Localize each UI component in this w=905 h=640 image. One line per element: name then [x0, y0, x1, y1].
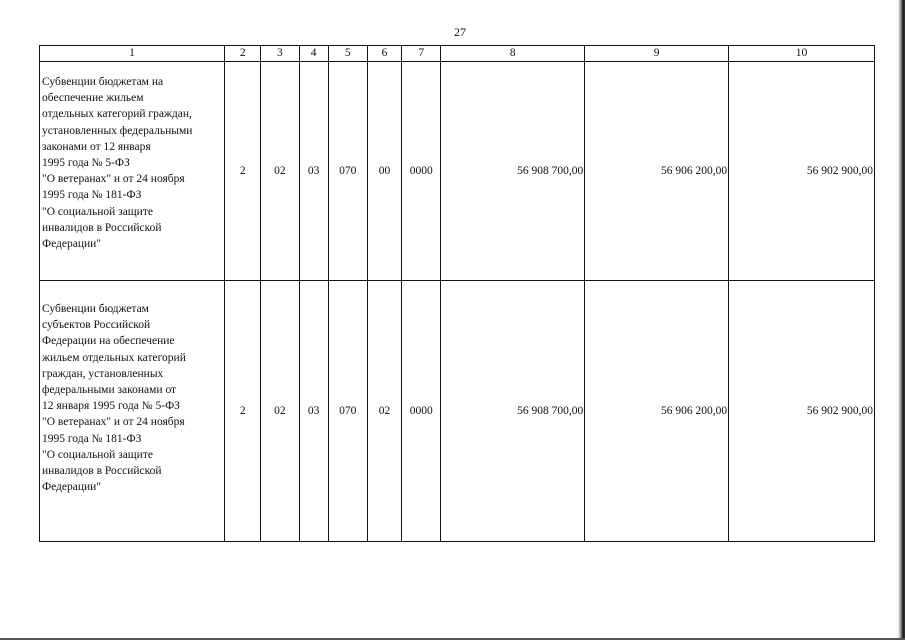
- cell-amount-9: 56 906 200,00: [585, 281, 729, 542]
- cell-amount-9: 56 906 200,00: [585, 62, 729, 281]
- cell-code-4: 03: [299, 62, 328, 281]
- table-row: [40, 62, 875, 281]
- row-description: Субвенции бюджетам субъектов Российской Федерации на обеспечение жильем отдельных категорий граждан, установленных федеральными законами от 12 января 1995 года № 5-ФЗ "О ветеранах" и от 24 ноября 1995 года № 181-ФЗ "О социальной защите инвалидов в Российской Федерации": [40, 281, 225, 542]
- cell-code-3: 02: [261, 62, 299, 281]
- cell-code-2: 2: [225, 281, 261, 542]
- cell-code-6: 02: [367, 281, 401, 542]
- column-header: 1: [40, 46, 225, 62]
- cell-code-6: 00: [367, 62, 401, 281]
- cell-code-4: 03: [299, 281, 328, 542]
- table-header-row: [40, 46, 875, 62]
- cell-amount-10: 56 902 900,00: [729, 62, 875, 281]
- scan-edge-shadow: [898, 0, 905, 640]
- column-header: 7: [402, 46, 441, 62]
- row-description: Субвенции бюджетам на обеспечение жильем отдельных категорий граждан, установленных федеральными законами от 12 января 1995 года № 5-ФЗ "О ветеранах" и от 24 ноября 1995 года № 181-ФЗ "О социальной защите инвалидов в Российской Федерации": [40, 62, 225, 281]
- column-header: 3: [261, 46, 299, 62]
- column-header: 2: [225, 46, 261, 62]
- table-row: [40, 281, 875, 542]
- cell-code-5: 070: [328, 62, 367, 281]
- cell-code-5: 070: [328, 281, 367, 542]
- column-header: 4: [299, 46, 328, 62]
- column-header: 9: [585, 46, 729, 62]
- page-number: 27: [454, 25, 466, 39]
- cell-code-7: 0000: [402, 281, 441, 542]
- cell-code-2: 2: [225, 62, 261, 281]
- budget-table: [39, 45, 875, 542]
- column-header: 5: [328, 46, 367, 62]
- cell-amount-10: 56 902 900,00: [729, 281, 875, 542]
- column-header: 6: [367, 46, 401, 62]
- cell-code-7: 0000: [402, 62, 441, 281]
- column-header: 10: [729, 46, 875, 62]
- column-header: 8: [441, 46, 585, 62]
- cell-amount-8: 56 908 700,00: [441, 281, 585, 542]
- cell-amount-8: 56 908 700,00: [441, 62, 585, 281]
- cell-code-3: 02: [261, 281, 299, 542]
